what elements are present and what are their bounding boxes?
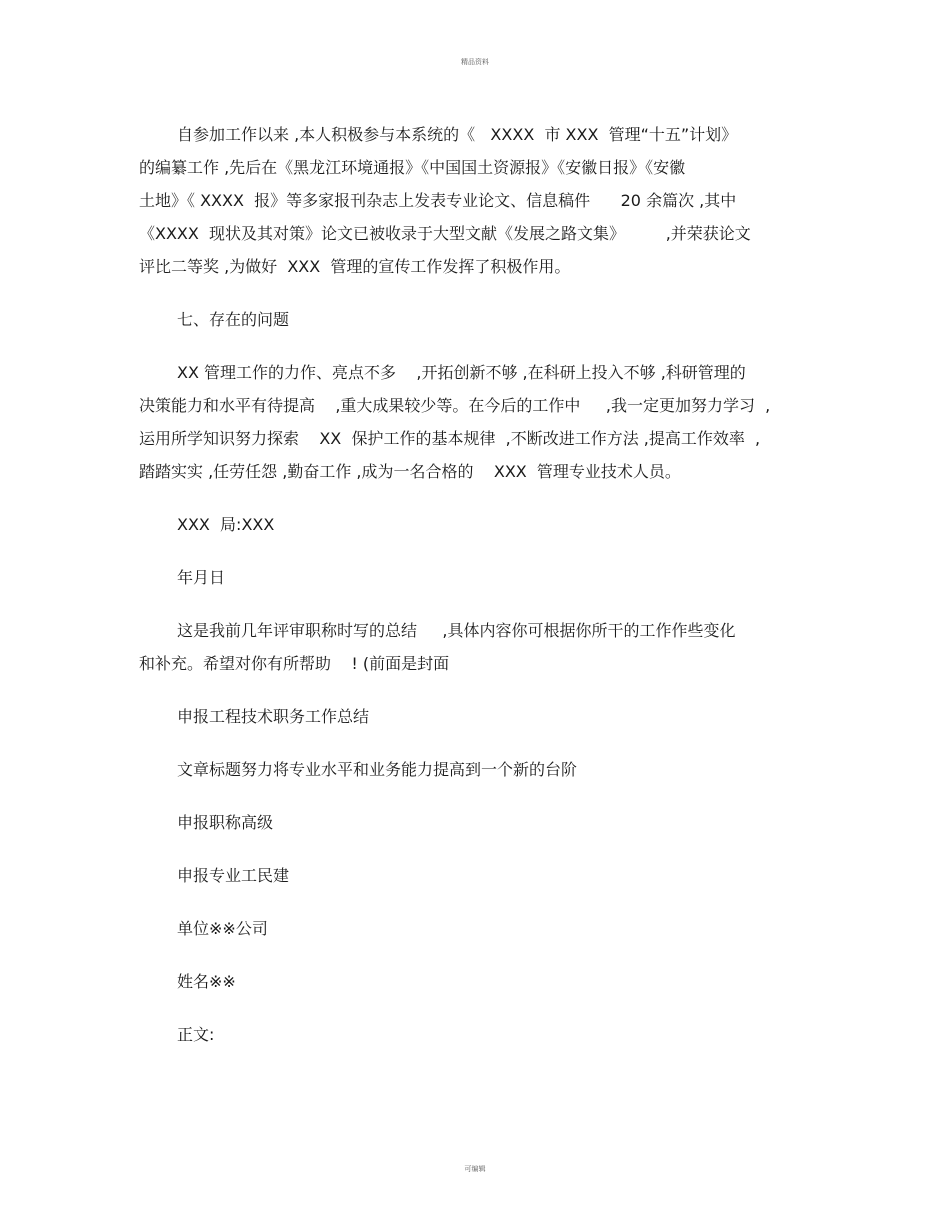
text-line: 踏踏实实 ,任劳任怨 ,勤奋工作 ,成为一名合格的 XXX 管理专业技术人员。 [139,462,681,481]
header-watermark: 精品资料 [461,58,489,66]
text-line: 决策能力和水平有待提高 ,重大成果较少等。在今后的工作中 ,我一定更加努力学习 , [139,396,771,415]
cover-level: 申报职称高级 [177,813,274,832]
cover-body-label: 正文: [177,1025,215,1044]
footer-watermark: 可编辑 [464,1165,486,1173]
text-line: XX 管理工作的力作、亮点不多 ,开拓创新不够 ,在科研上投入不够 ,科研管理的 [177,363,746,382]
text-line: 评比二等奖 ,为做好 XXX 管理的宣传工作发挥了积极作用。 [139,257,571,276]
text-line: 和补充。希望对你有所帮助 ! (前面是封面 [139,654,450,673]
text-line: 这是我前几年评审职称时写的总结 ,具体内容你可根据你所干的工作作些变化 [177,621,736,640]
text-line: 运用所学知识努力探索 XX 保护工作的基本规律 ,不断改进工作方法 ,提高工作效率 , [139,429,761,448]
cover-unit: 单位※※公司 [177,919,268,938]
cover-title: 申报工程技术职务工作总结 [177,707,370,726]
cover-article-title: 文章标题努力将专业水平和业务能力提高到一个新的台阶 [177,760,578,779]
signature-org: XXX 局:XXX [177,515,275,534]
signature-date: 年月日 [177,568,226,587]
paragraph-note [139,614,811,680]
text-line: 土地》《 XXXX 报》等多家报刊杂志上发表专业论文、信息稿件 20 余篇次 ,其中 [139,191,737,210]
text-line: 自参加工作以来 ,本人积极参与本系统的《 XXXX 市 XXX 管理“十五”计划》 [177,125,738,144]
paragraph-publications [139,118,811,283]
text-line: 的编纂工作 ,先后在《黑龙江环境通报》《中国国土资源报》《安徽日报》《安徽 [139,158,686,177]
cover-specialty: 申报专业工民建 [177,866,290,885]
paragraph-problems [139,356,811,488]
section-heading-problems: 七、存在的问题 [177,310,290,329]
text-line: 《XXXX 现状及其对策》论文已被收录于大型文献《发展之路文集》 ,并荣获论文 [139,224,751,243]
cover-name: 姓名※※ [177,972,236,991]
document-body [139,118,811,1051]
